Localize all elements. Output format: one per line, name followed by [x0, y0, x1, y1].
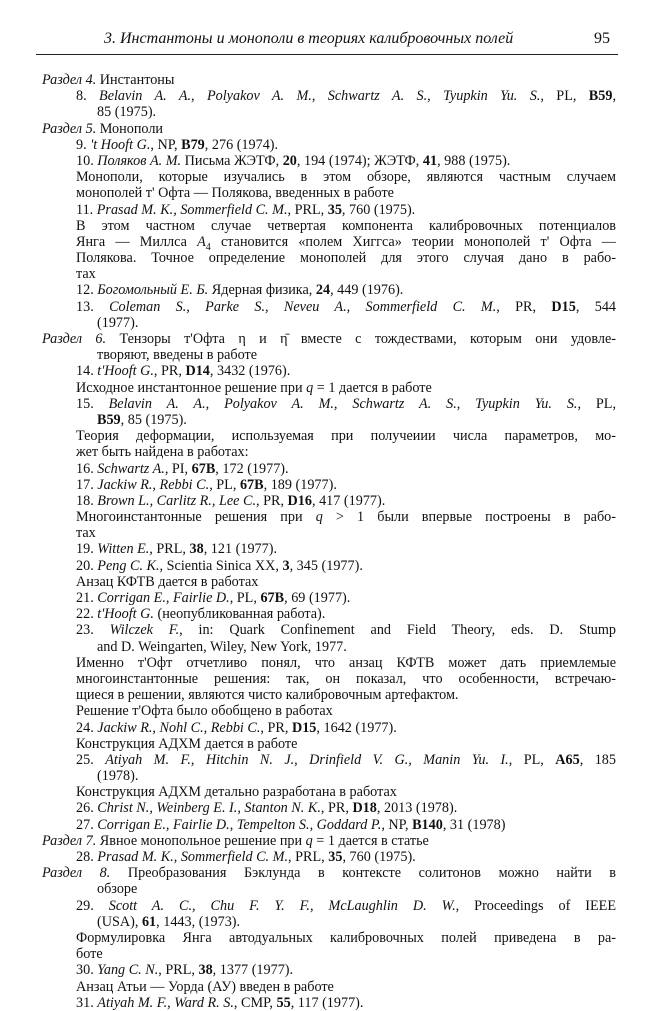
text-line: тах [76, 266, 96, 283]
text-line: Формулировка Янга автодуальных калибровочных полей приведена в ра- [76, 929, 616, 946]
text-line: 26. Christ N., Weinberg E. I., Stanton N. K., PR, D18, 2013 (1978). [76, 800, 458, 817]
text-line: 14. t'Hooft G., PR, D14, 3432 (1976). [76, 363, 291, 380]
text-line: Раздел 5. Монополи [42, 120, 164, 137]
text-line: 23. Wilczek F., in: Quark Confinement and Field Theory, eds. D. Stump [76, 622, 617, 639]
text-line: Раздел 6. Тензоры т'Офта η и η̄ вместе с тождествами, которым они удовле- [42, 331, 616, 347]
text-line: 21. Corrigan E., Fairlie D., PL, 67B, 69 (1977). [76, 590, 351, 606]
text-line: 85 (1975). [97, 104, 157, 121]
text-line: 29. Scott A. C., Chu F. Y. F., McLaughlin D. W., Proceedings of IEEE [76, 897, 617, 914]
text-line: щиеся в решении, являются чисто калибровочным артефактом. [76, 687, 459, 704]
text-line: 12. Богомольный Е. Б. Ядерная физика, 24, 449 (1976). [76, 282, 404, 299]
text-line: творяют, введены в работе [97, 347, 258, 364]
text-line: (1978). [97, 768, 139, 785]
text-line: Анзац Атьи — Уорда (АУ) введен в работе [76, 978, 334, 995]
text-line: боте [76, 946, 103, 963]
text-line: 18. Brown L., Carlitz R., Lee C., PR, D16, 417 (1977). [76, 492, 386, 509]
text-line: 30. Yang C. N., PRL, 38, 1377 (1977). [76, 962, 294, 979]
text-line: жет быть найдена в работах: [76, 444, 249, 461]
text-line: Раздел 8. Преобразования Бэклунда в контексте солитонов можно найти в [42, 865, 616, 882]
text-line: (1977). [97, 314, 139, 331]
text-line: 22. t'Hooft G. (неопубликованная работа). [76, 606, 326, 623]
text-line: Полякова. Точное определение монополей для этого случая дано в рабо- [76, 250, 616, 267]
text-line: Раздел 4. Инстантоны [42, 72, 175, 88]
text-line: 27. Corrigan E., Fairlie D., Tempelton S., Goddard P., NP, B140, 31 (1978) [76, 816, 506, 833]
running-header [36, 30, 618, 55]
text-line: 15. Belavin A. A., Polyakov A. M., Schwartz A. S., Tyupkin Yu. S., PL, [76, 395, 617, 412]
text-line: Именно т'Офт отчетливо понял, что анзац КФТВ может дать приемлемые [76, 654, 616, 671]
text-line: тах [76, 525, 96, 542]
text-line: 31. Atiyah M. F., Ward R. S., CMP, 55, 117 (1977). [76, 994, 364, 1011]
text-line: Янга — Миллса $A_4$ становится «полем Хиггса» теории монополей т' Офта — [76, 233, 616, 253]
text-line: обзоре [97, 881, 138, 898]
text-line: Анзац КФТВ дается в работах [76, 573, 259, 590]
text-line: 10. Поляков А. М. Письма ЖЭТФ, 20, 194 (1974); ЖЭТФ, 41, 988 (1975). [76, 152, 511, 169]
text-line: Конструкция АДХМ дается в работе [76, 735, 298, 752]
text-line: Раздел 7. Явное монопольное решение при q = 1 дается в статье [42, 832, 429, 849]
text-line: 20. Peng C. K., Scientia Sinica XX, 3, 345 (1977). [76, 557, 363, 574]
text-line: 8. Belavin A. A., Polyakov A. M., Schwartz A. S., Tyupkin Yu. S., PL, B59, [76, 88, 616, 105]
text-line: монополей т' Офта — Полякова, введенных в работе [76, 185, 394, 202]
text-line: Теория деформации, используемая при получеиии числа параметров, мо- [76, 428, 616, 445]
text-line: Решение т'Офта было обобщено в работах [76, 703, 333, 720]
text-line: многоинстантонные решения: так, он показал, что особенности, встречаю- [76, 670, 616, 687]
text-line: and D. Weingarten, Wiley, New York, 1977. [97, 638, 347, 655]
chapter-title: 3. Инстантоны и монополи в теориях калибровочных полей [104, 30, 514, 47]
text-line: Монополи, которые изучались в этом обзоре, являются частным случаем [76, 169, 616, 186]
text-line: 13. Coleman S., Parke S., Neveu A., Sommerfield C. M., PR, D15, 544 [76, 298, 617, 315]
text-line: 17. Jackiw R., Rebbi C., PL, 67B, 189 (1977). [76, 476, 337, 493]
text-line: В этом частном случае четвертая компонента калибровочных потенциалов [76, 217, 616, 234]
text-line: 19. Witten E., PRL, 38, 121 (1977). [76, 541, 277, 558]
bibliography-text [42, 72, 616, 1011]
text-line: 28. Prasad M. K., Sommerfield C. M., PRL, 35, 760 (1975). [76, 849, 416, 865]
text-line: Многоинстантонные решения при q > 1 были впервые построены в рабо- [76, 509, 616, 526]
text-line: 16. Schwartz A., PI, 67B, 172 (1977). [76, 460, 289, 477]
page-number: 95 [594, 30, 610, 47]
text-line: Конструкция АДХМ детально разработана в работах [76, 784, 397, 801]
text-line: 11. Prasad M. K., Sommerfield C. M., PRL, 35, 760 (1975). [76, 201, 416, 218]
text-line: (USA), 61, 1443, (1973). [97, 913, 241, 930]
text-line: B59, 85 (1975). [97, 411, 187, 428]
text-line: 24. Jackiw R., Nohl C., Rebbi C., PR, D15, 1642 (1977). [76, 719, 397, 736]
text-line: Исходное инстантонное решение при q = 1 дается в работе [76, 379, 432, 396]
text-line: 9. 't Hooft G., NP, B79, 276 (1974). [76, 136, 279, 153]
text-line: 25. Atiyah M. F., Hitchin N. J., Drinfield V. G., Manin Yu. I., PL, A65, 185 [76, 751, 616, 768]
